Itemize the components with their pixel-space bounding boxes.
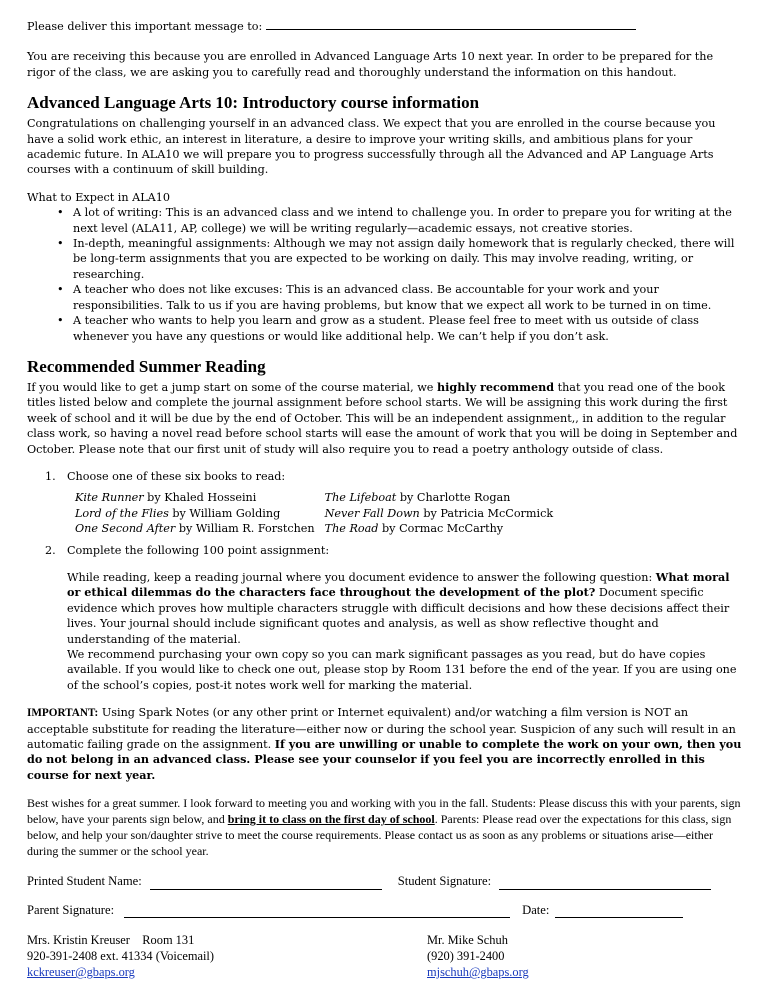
contact-name: Mr. Mike Schuh (427, 933, 508, 948)
step-1: 1. Choose one of these six books to read: (45, 469, 286, 483)
step-2: 2. Complete the following 100 point assignment: (45, 543, 330, 557)
deliver-label: Please deliver this important message to: (27, 20, 263, 33)
list-item: • A teacher who does not like excuses: This is an advanced class. Be accountable for your work and your responsibilities. Talk to us if you are having problems, but know that we expect all work to be turned in on time. (57, 283, 712, 312)
expect-list (27, 205, 743, 344)
book-item: The Road by Cormac McCarthy (324, 522, 504, 536)
contact-email-link[interactable]: mjschuh@gbaps.org (427, 965, 529, 980)
assignment-paragraph: While reading, keep a reading journal where you document evidence to answer the following question: What moral or ethical dilemmas do the characters face throughout the development of the plot? Document specific evidence which proves how multiple characters struggle with difficult decisions and how these decisions affect their lives. Your journal should include significant quotes and analysis, as well as show reflective thought and understanding of the material. (67, 569, 730, 646)
signature-row-1 (27, 873, 743, 890)
date-label: Date: (522, 902, 550, 917)
book-column-2 (325, 490, 554, 536)
book-item: One Second After by William R. Forstchen (75, 522, 315, 536)
parent-signature-label: Parent Signature: (27, 902, 115, 917)
contacts (27, 932, 743, 980)
book-item: Lord of the Flies by William Golding (75, 506, 281, 520)
deliver-line (27, 18, 743, 34)
bullet-icon: • (57, 314, 64, 328)
section-heading-course-info: Advanced Language Arts 10: Introductory course information (27, 93, 480, 113)
contact-name: Mrs. Kristin Kreuser Room 131 (27, 933, 195, 948)
student-signature-label: Student Signature: (397, 874, 492, 889)
contact-email-link[interactable]: kckreuser@gbaps.org (27, 965, 135, 980)
contact-phone: (920) 391-2400 (427, 949, 505, 964)
signature-row-2 (27, 902, 743, 919)
book-item: Never Fall Down by Patricia McCormick (324, 506, 554, 520)
book-item: The Lifeboat by Charlotte Rogan (324, 491, 511, 505)
deliver-blank[interactable] (266, 18, 636, 30)
important-notice: IMPORTANT: Using Spark Notes (or any other print or Internet equivalent) and/or watching a film version is NOT an acceptable substitute for reading the literature—either now or during the school year. Suspicion of any such will result in an automatic failing grade on the assignment. If you are unwilling or unable to complete the work on your own, then you do not belong in an advanced class. Please see your counselor if you feel you are incorrectly enrolled in this course for next year. (27, 706, 742, 782)
bullet-icon: • (57, 283, 64, 297)
assignment-block (67, 570, 743, 693)
contact-schuh (427, 932, 529, 980)
intro-paragraph: You are receiving this because you are enrolled in Advanced Language Arts 10 next year. In order to be prepared for the rigor of the class, we are asking you to carefully read and thoroughly understand the information on this handout. (27, 50, 714, 79)
bullet-icon: • (57, 206, 64, 220)
course-info-paragraph: Congratulations on challenging yourself in an advanced class. We expect that you are enrolled in the course because you have a solid work ethic, an interest in literature, a desire to improve your writing skills, and ambitious plans for your academic future. In ALA10 we will prepare you to progress successfully through all the Advanced and AP Language Arts courses with a continuum of skill building. (27, 117, 716, 177)
student-name-label: Printed Student Name: (27, 874, 142, 889)
steps-list-2 (27, 543, 743, 558)
student-name-field[interactable] (150, 878, 382, 890)
date-field[interactable] (555, 906, 683, 918)
book-list (75, 490, 743, 536)
expect-title: What to Expect in ALA10 (27, 190, 170, 204)
list-item: • A teacher who wants to help you learn and grow as a student. Please feel free to meet with us outside of class whenever you have any questions or would like additional help. We can’t help if you don’t ask. (57, 314, 699, 343)
list-item: • A lot of writing: This is an advanced class and we intend to challenge you. In order to prepare you for writing at the next level (ALA11, AP, college) we will be writing regularly—academic essays, not creative stories. (57, 206, 732, 235)
book-item: Kite Runner by Khaled Hosseini (75, 491, 257, 505)
closing-paragraph: Best wishes for a great summer. I look forward to meeting you and working with you in the fall. Students: Please discuss this with your parents, sign below, have your parents sign below, and bring it to class on the first day of school. Parents: Please read over the expectations for this class, sign below, and help your son/daughter strive to meet the course requirements. Please contact us as soon as any problems or situations arise—either during the summer or the school year. (27, 796, 741, 859)
student-signature-field[interactable] (499, 878, 711, 890)
assignment-copies-paragraph: We recommend purchasing your own copy so you can mark significant passages as you read, but do have copies available. If you would like to check one out, please stop by Room 131 before the end of the year. If you are using one of the school’s copies, post-it notes work well for marking the material. (67, 648, 737, 692)
contact-kreuser (27, 932, 427, 980)
list-item: • In-depth, meaningful assignments: Although we may not assign daily homework that is regularly checked, there will be long-term assignments that you are expected to be working on daily. This may involve reading, writing, or researching. (57, 237, 735, 281)
summer-reading-paragraph: If you would like to get a jump start on some of the course material, we highly recommend that you read one of the book titles listed below and complete the journal assignment before school starts. We will be assigning this work during the first week of school and it will be due by the end of October. This will be an independent assignment,, in addition to the regular class work, so having a novel read before school starts will ease the amount of work that you will be doing in September and October. Please note that our first unit of study will also require you to read a poetry anthology outside of class. (27, 379, 738, 456)
book-column-1 (75, 490, 315, 536)
contact-phone: 920-391-2408 ext. 41334 (Voicemail) (27, 949, 214, 964)
bullet-icon: • (57, 237, 64, 251)
section-heading-summer-reading: Recommended Summer Reading (27, 356, 266, 376)
handout-page (27, 18, 743, 980)
steps-list (27, 469, 743, 484)
parent-signature-field[interactable] (124, 906, 510, 918)
